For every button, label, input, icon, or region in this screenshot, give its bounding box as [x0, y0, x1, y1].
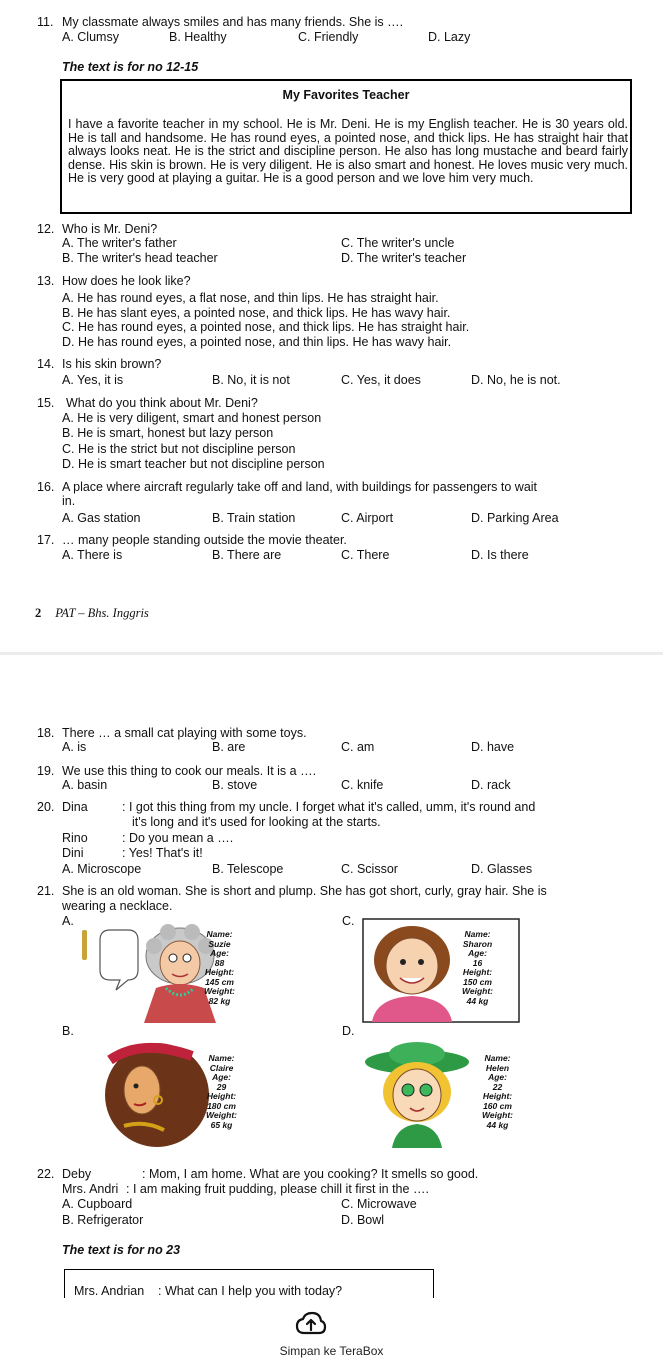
- q14-number: 14.: [37, 357, 55, 371]
- q20-line-dini: : Yes! That's it!: [122, 846, 203, 860]
- q19-option-a: A. basin: [62, 778, 108, 792]
- q16-option-b: B. Train station: [212, 511, 296, 525]
- section-label-23: The text is for no 23: [62, 1243, 181, 1257]
- q21-a-info: Name: Suzie Age: 88 Height: 145 cm Weight: 82 kg: [204, 929, 236, 1006]
- q20-speaker-dina: Dina: [62, 800, 88, 814]
- q18-option-a: A. is: [62, 740, 87, 754]
- footer-title: PAT – Bhs. Inggris: [55, 606, 149, 620]
- q20-number: 20.: [37, 800, 55, 814]
- q22-option-d: D. Bowl: [341, 1213, 385, 1227]
- section-label-12-15: The text is for no 12-15: [62, 60, 199, 74]
- q20-speaker-rino: Rino: [62, 831, 88, 845]
- q21-d-info: Name: Helen Age: 22 Height: 160 cm Weight: 44 kg: [482, 1053, 514, 1130]
- toothbrush-icon: [82, 930, 87, 960]
- q21-question: She is an old woman. She is short and plump. She has got short, curly, gray hair. She is: [62, 884, 547, 898]
- q12-option-a: A. The writer's father: [62, 236, 177, 250]
- q11-option-b: B. Healthy: [169, 30, 227, 44]
- q15-question: What do you think about Mr. Deni?: [66, 396, 258, 410]
- q17-option-b: B. There are: [212, 548, 282, 562]
- q15-option-c: C. He is the strict but not discipline person: [62, 442, 296, 456]
- q12-option-d: D. The writer's teacher: [341, 251, 467, 265]
- q21-number: 21.: [37, 884, 55, 898]
- q19-option-b: B. stove: [212, 778, 258, 792]
- q19-question: We use this thing to cook our meals. It is a ….: [62, 764, 317, 778]
- q14-option-c: C. Yes, it does: [341, 373, 421, 387]
- q20-option-c: C. Scissor: [341, 862, 398, 876]
- q16-option-a: A. Gas station: [62, 511, 141, 525]
- face: [124, 1066, 160, 1114]
- q19-number: 19.: [37, 764, 55, 778]
- q23-speaker: Mrs. Andrian: [74, 1284, 145, 1298]
- q13-option-c: C. He has round eyes, a pointed nose, and thick lips. He has straight hair.: [62, 320, 470, 334]
- q13-number: 13.: [37, 274, 55, 288]
- q21-option-a-letter: A.: [62, 914, 74, 928]
- q11-option-c: C. Friendly: [298, 30, 359, 44]
- q20-option-b: B. Telescope: [212, 862, 284, 876]
- terabox-label: Simpan ke TeraBox: [279, 1344, 384, 1358]
- reading-title: My Favorites Teacher: [282, 88, 410, 102]
- green-dress: [392, 1124, 442, 1148]
- q20-line-dina-cont: it's long and it's used for looking at the starts.: [132, 815, 381, 829]
- q20-line-dina: : I got this thing from my uncle. I forget what it's called, umm, it's round and: [122, 800, 536, 814]
- q14-question: Is his skin brown?: [62, 357, 162, 371]
- q22-speaker-mrs-andri: Mrs. Andri: [62, 1182, 119, 1196]
- q15-option-a: A. He is very diligent, smart and honest person: [62, 411, 322, 425]
- q20-option-d: D. Glasses: [471, 862, 533, 876]
- q16-option-c: C. Airport: [341, 511, 394, 525]
- q11-question: My classmate always smiles and has many friends. She is ….: [62, 15, 404, 29]
- q14-option-d: D. No, he is not.: [471, 373, 561, 387]
- q14-option-a: A. Yes, it is: [62, 373, 124, 387]
- q21-picture-b-woman-curly-hair: [102, 1040, 262, 1150]
- q15-option-b: B. He is smart, honest but lazy person: [62, 426, 274, 440]
- q13-option-b: B. He has slant eyes, a pointed nose, and thick lips. He has wavy hair.: [62, 306, 451, 320]
- q19-option-c: C. knife: [341, 778, 384, 792]
- q14-option-b: B. No, it is not: [212, 373, 290, 387]
- page-footer: [35, 606, 149, 621]
- q20-option-a: A. Microscope: [62, 862, 142, 876]
- q21-picture-c-young-woman: [362, 918, 522, 1023]
- q21-b-info: Name: Claire Age: 29 Height: 180 cm Weight: 65 kg: [206, 1053, 238, 1130]
- q22-option-a: A. Cupboard: [62, 1197, 133, 1211]
- page-number: 2: [35, 606, 42, 620]
- q21-option-d-letter: D.: [342, 1024, 355, 1038]
- q18-question: There … a small cat playing with some toys.: [62, 726, 307, 740]
- q16-question-cont: in.: [62, 494, 76, 508]
- q15-number: 15.: [37, 396, 55, 410]
- q11-option-a: A. Clumsy: [62, 30, 119, 44]
- face: [386, 938, 438, 994]
- q22-line-mrs-andri: : I am making fruit pudding, please chill it first in the ….: [126, 1182, 429, 1196]
- face: [393, 1069, 441, 1121]
- q23-line: : What can I help you with today?: [158, 1284, 343, 1298]
- save-to-terabox-button[interactable]: [0, 1298, 663, 1360]
- q13-question: How does he look like?: [62, 274, 191, 288]
- q18-option-b: B. are: [212, 740, 246, 754]
- q18-option-d: D. have: [471, 740, 515, 754]
- q21-picture-a-old-woman: [72, 918, 282, 1023]
- q18-option-c: C. am: [341, 740, 375, 754]
- q21-question-cont: wearing a necklace.: [62, 899, 173, 913]
- q22-option-b: B. Refrigerator: [62, 1213, 144, 1227]
- q12-option-c: C. The writer's uncle: [341, 236, 455, 250]
- page-separator: [0, 652, 663, 655]
- q15-option-d: D. He is smart teacher but not discipline person: [62, 457, 325, 471]
- speech-bubble-icon: [100, 930, 138, 990]
- q12-option-b: B. The writer's head teacher: [62, 251, 218, 265]
- q21-option-b-letter: B.: [62, 1024, 74, 1038]
- q13-option-d: D. He has round eyes, a pointed nose, and thin lips. He has wavy hair.: [62, 335, 452, 349]
- q17-number: 17.: [37, 533, 55, 547]
- q17-option-d: D. Is there: [471, 548, 529, 562]
- q12-number: 12.: [37, 222, 55, 236]
- q16-question: A place where aircraft regularly take off and land, with buildings for passengers to wait: [62, 480, 538, 494]
- q21-c-info: Name: Sharon Age: 16 Height: 150 cm Weight: 44 kg: [462, 929, 494, 1006]
- q22-number: 22.: [37, 1167, 55, 1181]
- q20-line-rino: : Do you mean a ….: [122, 831, 234, 845]
- q11-option-d: D. Lazy: [428, 30, 471, 44]
- q12-question: Who is Mr. Deni?: [62, 222, 158, 236]
- q22-option-c: C. Microwave: [341, 1197, 417, 1211]
- q17-question: … many people standing outside the movie theater.: [62, 533, 347, 547]
- q16-option-d: D. Parking Area: [471, 511, 559, 525]
- q11-number: 11.: [37, 15, 54, 29]
- cloud-upload-icon: [295, 1311, 327, 1337]
- reading-body: I have a favorite teacher in my school. He is Mr. Deni. He is my English teacher. He is 30 years old. He is tall and handsome. He has round eyes, a pointed nose, and thick lips. He has straight hair that always looks neat. He is the strict and discipline person. He also has long mustache and beard fairly dense. His skin is brown. He is very diligent. He is also smart and honest. He loves music very much. He is very good at playing a guitar. He is a good person and we love him very much.: [68, 117, 628, 186]
- q17-option-c: C. There: [341, 548, 390, 562]
- q13-option-a: A. He has round eyes, a flat nose, and thin lips. He has straight hair.: [62, 291, 439, 305]
- q20-speaker-dini: Dini: [62, 846, 84, 860]
- q16-number: 16.: [37, 480, 55, 494]
- q21-option-c-letter: C.: [342, 914, 355, 928]
- q19-option-d: D. rack: [471, 778, 511, 792]
- face: [160, 941, 200, 985]
- q22-speaker-deby: Deby: [62, 1167, 92, 1181]
- q18-number: 18.: [37, 726, 55, 740]
- q17-option-a: A. There is: [62, 548, 123, 562]
- q22-line-deby: : Mom, I am home. What are you cooking? It smells so good.: [142, 1167, 479, 1181]
